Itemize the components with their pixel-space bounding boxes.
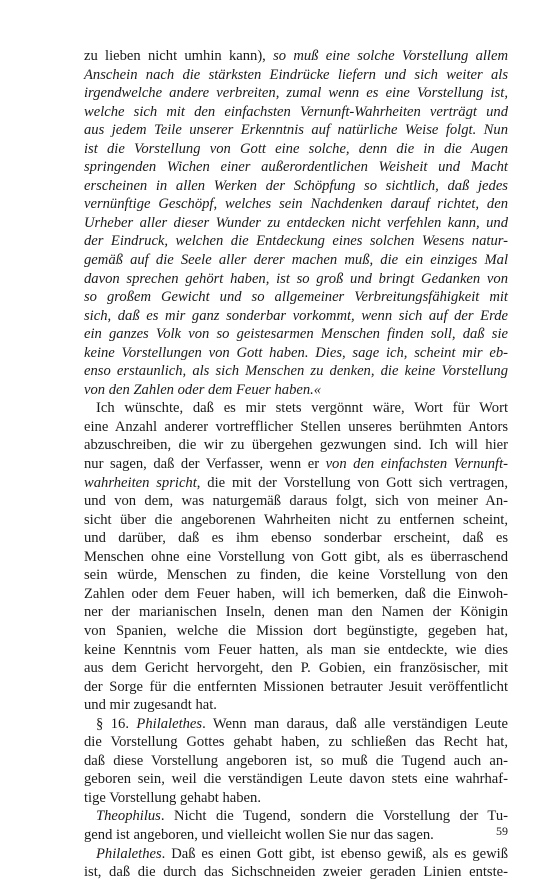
page-text <box>84 47 508 882</box>
text-line <box>84 789 508 808</box>
text-segment: § 16. <box>96 715 137 732</box>
text-line <box>84 474 508 493</box>
text-line <box>84 436 508 455</box>
text-line <box>84 84 508 103</box>
italic-text: so muß eine solche Vorstellung allem <box>273 48 508 64</box>
text-segment: gend ist angeboren, und vielleicht wollen Sie nur das sagen. <box>84 826 434 843</box>
text-segment: . Wenn man daraus, daß alle verständigen Leute <box>202 715 508 732</box>
text-line <box>84 733 508 752</box>
italic-text: wahrheiten spricht <box>84 474 197 491</box>
italic-text: davon sprechen gehört haben, ist so groß und bringt Gedanken von <box>84 270 508 287</box>
italic-text: Urheber aller dieser Wunder zu entdecken nicht verfehlen kann, und <box>84 214 508 231</box>
text-line <box>84 641 508 660</box>
italic-text: Philalethes <box>136 715 203 732</box>
italic-text: sich, daß es mir ganz sonderbar vorkommt, wenn sich auf der Erde <box>84 307 508 324</box>
italic-text: keine Vorstellungen von Gott haben. Dies, sage ich, scheint mir eb- <box>84 344 508 361</box>
text-line <box>84 344 508 363</box>
italic-text: gemäß auf die Seele aller derer machen muß, die ein einziges Mal <box>84 252 508 269</box>
text-line <box>84 492 508 511</box>
text-line <box>84 47 508 66</box>
italic-text: irgendwelche andere verbreiten, zumal wenn es eine Vorstellung ist, <box>84 85 508 102</box>
text-line <box>84 418 508 437</box>
text-line <box>84 381 508 400</box>
text-line <box>84 270 508 289</box>
text-segment: ner der marianischen Inseln, denen man den Namen der Königin <box>84 604 508 621</box>
text-segment: zu lieben nicht umhin kann), <box>84 48 274 64</box>
text-line <box>84 622 508 641</box>
text-line <box>84 214 508 233</box>
text-line <box>84 511 508 530</box>
text-segment: sicht über die angeborenen Wahrheiten nicht zu entfernen scheint, <box>84 511 508 528</box>
text-segment: aus dem Gericht hervorgeht, den P. Gobien, ein französischer, mit <box>84 660 508 677</box>
text-segment: Zahlen oder dem Feuer haben, will ich bemerken, daß die Einwoh- <box>84 585 508 602</box>
text-line <box>84 585 508 604</box>
text-segment: von Spanien, welche die Mission dort begünstigte, gegeben hat, <box>84 622 508 639</box>
text-line <box>84 770 508 789</box>
text-line <box>84 177 508 196</box>
text-segment: . Daß es einen Gott gibt, ist ebenso gewiß, als es gewiß <box>161 845 508 862</box>
text-line <box>84 826 508 845</box>
text-line <box>84 66 508 85</box>
text-line <box>84 603 508 622</box>
italic-text: Theophilus <box>96 808 161 825</box>
text-segment: und mir zugesandt hat. <box>84 697 217 714</box>
text-segment: daß diese Vorstellung angeboren ist, so muß die Tugend auch an- <box>84 752 508 769</box>
text-line <box>84 548 508 567</box>
text-line <box>84 325 508 344</box>
text-line <box>84 752 508 771</box>
italic-text: welche sich mit den einfachsten Vernunft-Wahrheiten verträgt und <box>84 103 508 120</box>
text-segment: eine Anzahl anderer vortrefflicher Stellen unseres berühmten Antors <box>84 418 508 435</box>
italic-text: erscheinen in allen Werken der Schöpfung so sichtlich, daß jedes <box>84 177 508 194</box>
italic-text: der Eindruck, welchen die Entdeckung eines solchen Wesens natur- <box>84 233 508 250</box>
text-line <box>84 158 508 177</box>
italic-text: aus jedem Teile unserer Erkenntnis auf natürliche Weise folgt. Nun <box>84 122 508 139</box>
text-line <box>84 566 508 585</box>
text-line <box>84 696 508 715</box>
text-segment: der Sorge für die entfernten Missionen betrauter Jesuit veröffentlicht <box>84 678 508 695</box>
text-segment: keine Kenntnis vom Feuer hatten, als man sie entdeckte, wie dies <box>84 641 508 658</box>
text-line <box>84 251 508 270</box>
text-segment: und von dem, was naturgemäß daraus folgt, sich von meiner An- <box>84 493 508 510</box>
text-line <box>84 807 508 826</box>
text-segment: nur sagen, daß der Verfasser, wenn er <box>84 456 326 473</box>
text-line <box>84 195 508 214</box>
text-segment: tige Vorstellung gehabt haben. <box>84 789 261 806</box>
text-line <box>84 863 508 882</box>
text-line <box>84 455 508 474</box>
italic-text: springenden Wichen einer außerordentlichen Weisheit und Macht <box>84 159 508 176</box>
text-segment: geboren sein, weil die verständigen Leute davon stets eine wahrhaf- <box>84 771 508 788</box>
text-segment: und darüber, daß es ihm ebenso sonderbar erscheint, daß es <box>84 530 508 547</box>
text-line <box>84 529 508 548</box>
text-segment: die Vorstellung Gottes gehabt haben, zu schließen das Recht hat, <box>84 734 508 751</box>
text-line <box>84 103 508 122</box>
italic-text: Philalethes <box>96 845 162 862</box>
text-line <box>84 362 508 381</box>
italic-text: von den einfachsten Vernunft- <box>325 456 508 473</box>
text-line <box>84 288 508 307</box>
italic-text: ein ganzes Volk von so geistesarmen Menschen finden soll, daß sie <box>84 326 508 343</box>
text-segment: , die mit der Vorstellung von Gott sich vertragen, <box>196 474 508 491</box>
italic-text: so großem Gewicht und so allgemeiner Verbreitungsfähigkeit mit <box>84 289 508 306</box>
text-line <box>84 715 508 734</box>
text-line <box>84 845 508 864</box>
text-line <box>84 121 508 140</box>
text-segment: Menschen ohne eine Vorstellung von Gott gibt, als es überraschend <box>84 548 508 565</box>
italic-text: Anschein nach die stärksten Eindrücke liefern und sich weiter als <box>84 66 508 83</box>
text-segment: sein würde, Menschen zu finden, die keine Vorstellung von den <box>84 567 508 584</box>
text-line <box>84 232 508 251</box>
text-segment: abzuschreiben, die wir zu übergehen gezwungen sind. Ich will hier <box>84 437 508 454</box>
text-line <box>84 678 508 697</box>
italic-text: ist die Vorstellung von Gott eine solche, denn die in die Augen <box>84 140 508 157</box>
text-segment: ist, daß die durch das Sichschneiden zweier geraden Linien entste- <box>84 864 508 881</box>
text-line <box>84 140 508 159</box>
text-line <box>84 399 508 418</box>
italic-text: von den Zahlen oder dem Feuer haben.« <box>84 381 322 398</box>
text-line <box>84 659 508 678</box>
text-line <box>84 307 508 326</box>
text-segment: . Nicht die Tugend, sondern die Vorstellung der Tu- <box>160 808 508 825</box>
text-segment: Ich wünschte, daß es mir stets vergönnt wäre, Wort für Wort <box>96 400 508 417</box>
italic-text: vernünftige Geschöpf, welches sein Nachdenken darauf richtet, den <box>84 196 508 213</box>
page-number: 59 <box>496 824 508 838</box>
italic-text: enso erstaunlich, als sich Menschen zu denken, die keine Vorstellung <box>84 363 508 380</box>
